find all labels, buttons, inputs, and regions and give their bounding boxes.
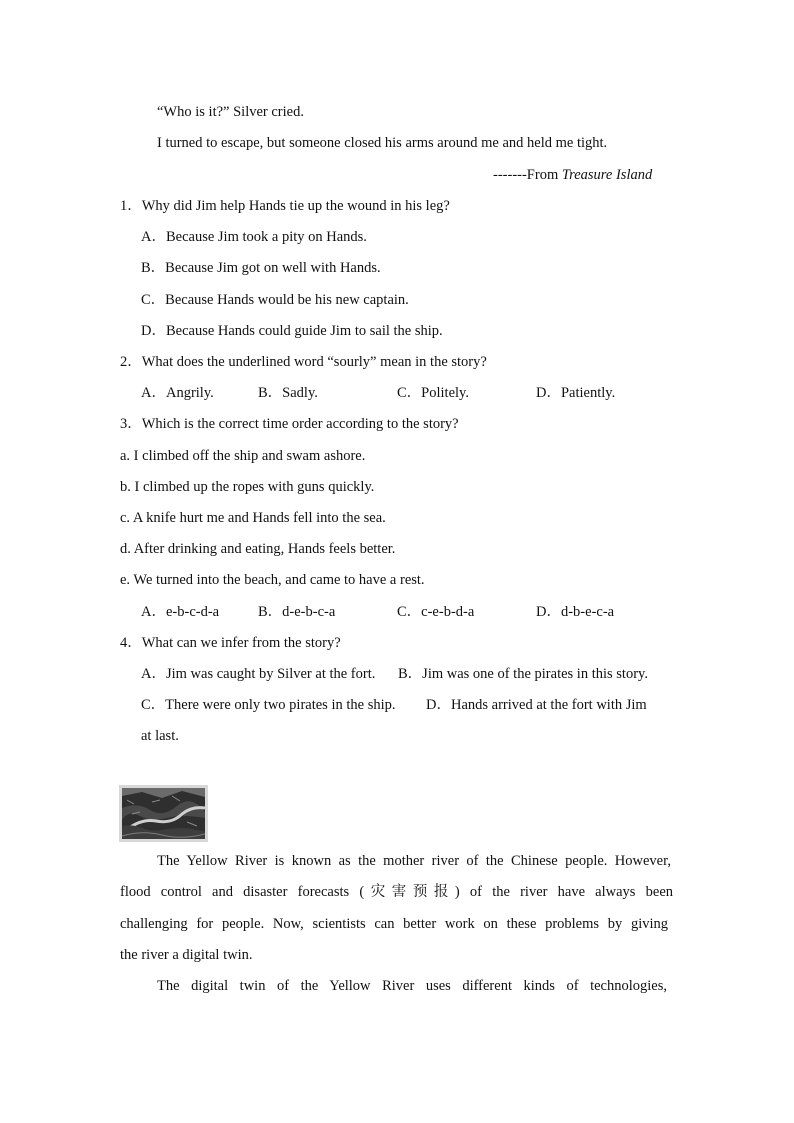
- question-4-option-b: B．Jim was one of the pirates in this story.: [398, 666, 648, 682]
- question-3-option-b: B．d-e-b-c-a: [258, 604, 336, 620]
- event-a: a. I climbed off the ship and swam ashore.: [120, 448, 366, 464]
- question-3-stem: 3．Which is the correct time order according to the story?: [120, 416, 459, 432]
- question-2-option-b: B．Sadly.: [258, 385, 318, 401]
- event-d: d. After drinking and eating, Hands feels better.: [120, 541, 396, 557]
- passage-line: challenging for people. Now, scientists can better work on these problems by giving: [120, 916, 668, 932]
- question-1-stem: 1．Why did Jim help Hands tie up the wound in his leg?: [120, 198, 450, 214]
- question-4-option-d: D．Hands arrived at the fort with Jim: [426, 697, 647, 713]
- passage-line: The digital twin of the Yellow River uses different kinds of technologies,: [157, 978, 667, 994]
- passage-line: the river a digital twin.: [120, 947, 253, 963]
- question-4-stem: 4．What can we infer from the story?: [120, 635, 341, 651]
- question-2-option-a: A．Angrily.: [141, 385, 214, 401]
- event-b: b. I climbed up the ropes with guns quickly.: [120, 479, 375, 495]
- question-4-option-d-cont: at last.: [141, 728, 179, 744]
- passage-line: The Yellow River is known as the mother river of the Chinese people. However,: [157, 853, 671, 869]
- question-4-option-c: C．There were only two pirates in the ship.: [141, 697, 396, 713]
- story-source: [493, 165, 652, 185]
- source-title: Treasure Island: [561, 167, 653, 183]
- question-2-option-d: D．Patiently.: [536, 385, 616, 401]
- question-1-option-b: B．Because Jim got on well with Hands.: [141, 260, 381, 276]
- event-c: c. A knife hurt me and Hands fell into the sea.: [120, 510, 386, 526]
- question-1-option-a: A．Because Jim took a pity on Hands.: [141, 229, 367, 245]
- question-1-option-d: D．Because Hands could guide Jim to sail the ship.: [141, 323, 443, 339]
- question-3-option-a: A．e-b-c-d-a: [141, 604, 220, 620]
- yellow-river-photo: [119, 785, 208, 842]
- story-line: I turned to escape, but someone closed his arms around me and held me tight.: [157, 135, 608, 151]
- question-4-option-a: A．Jim was caught by Silver at the fort.: [141, 666, 376, 682]
- source-prefix: -------From: [493, 167, 562, 183]
- question-1-option-c: C．Because Hands would be his new captain.: [141, 292, 409, 308]
- question-3-option-d: D．d-b-e-c-a: [536, 604, 615, 620]
- passage-line: flood control and disaster forecasts (灾害预报) of the river have always been: [120, 884, 673, 900]
- question-2-stem: 2．What does the underlined word “sourly” mean in the story?: [120, 354, 487, 370]
- question-2-option-c: C．Politely.: [397, 385, 469, 401]
- river-aerial-image: [122, 788, 205, 839]
- story-line: “Who is it?” Silver cried.: [157, 104, 304, 120]
- question-3-option-c: C．c-e-b-d-a: [397, 604, 475, 620]
- event-e: e. We turned into the beach, and came to have a rest.: [120, 572, 425, 588]
